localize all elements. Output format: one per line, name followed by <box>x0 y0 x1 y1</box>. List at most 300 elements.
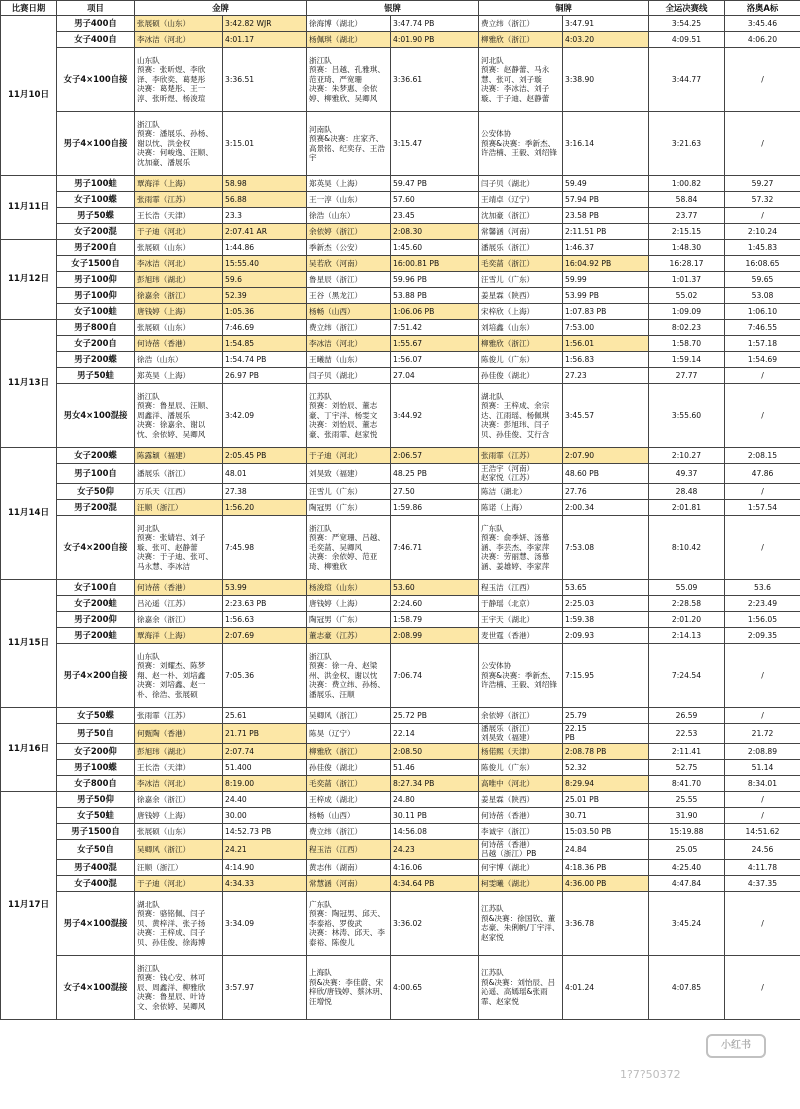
olympic-a-cell: 1:45.83 <box>725 240 800 256</box>
olympic-a-cell: / <box>725 515 800 579</box>
final-line-cell: 25.55 <box>649 791 725 807</box>
table-row <box>1 775 800 791</box>
silver-time: 7:51.42 <box>391 320 479 336</box>
gold-winner: 覃海洋（上海） <box>135 627 223 643</box>
bronze-winner: 余依婷（浙江） <box>479 707 563 723</box>
gold-time: 25.61 <box>223 707 307 723</box>
event-cell: 男子50蛙 <box>57 368 135 384</box>
silver-winner: 费立纬（浙江） <box>307 823 391 839</box>
bronze-winner: 江苏队 预&决赛：刘怡辰、吕沁遥、高嫣瑶&张雨霏、赵家悦 <box>479 955 563 1019</box>
event-cell: 男子50自 <box>57 723 135 743</box>
silver-winner: 杨畅（山西） <box>307 807 391 823</box>
gold-time: 59.6 <box>223 272 307 288</box>
bronze-time: 2:08.78 PB <box>563 743 649 759</box>
bronze-time: 4:01.24 <box>563 955 649 1019</box>
silver-time: 27.50 <box>391 483 479 499</box>
bronze-winner: 公安体协 预赛&决赛：季新杰、许浩楠、王毅、刘绍锋 <box>479 112 563 176</box>
gold-time: 23.3 <box>223 208 307 224</box>
silver-time: 2:08.30 <box>391 224 479 240</box>
silver-time: 48.25 PB <box>391 464 479 484</box>
final-line-cell: 3:54.25 <box>649 16 725 32</box>
gold-winner: 郑英昊（上海） <box>135 368 223 384</box>
bronze-winner: 姜星霖（陕西） <box>479 288 563 304</box>
olympic-a-cell: / <box>725 368 800 384</box>
silver-winner: 刘昊致（福建） <box>307 464 391 484</box>
table-row <box>1 955 800 1019</box>
bronze-time: 1:46.37 <box>563 240 649 256</box>
bronze-winner: 何诗蓓（香港） 吕越（浙江）PB <box>479 839 563 859</box>
event-cell: 女子4×200自接 <box>57 515 135 579</box>
olympic-a-cell: 1:56.05 <box>725 611 800 627</box>
silver-winner: 黄志伟（湖南） <box>307 859 391 875</box>
gold-winner: 汪顺（浙江） <box>135 859 223 875</box>
silver-winner: 河南队 预赛&决赛：庄家齐、高景铭、纪奕存、王浩宇 <box>307 112 391 176</box>
olympic-a-cell: 1:54.69 <box>725 352 800 368</box>
bronze-time: 4:03.20 <box>563 32 649 48</box>
table-row <box>1 579 800 595</box>
olympic-a-cell: / <box>725 48 800 112</box>
final-line-cell: 22.53 <box>649 723 725 743</box>
bronze-winner: 何宇博（湖北） <box>479 859 563 875</box>
gold-winner: 吕沁遥（江苏） <box>135 595 223 611</box>
event-cell: 女子50蛙 <box>57 807 135 823</box>
table-row <box>1 48 800 112</box>
bronze-time: 22.15 PB <box>563 723 649 743</box>
gold-winner: 张展硕（山东） <box>135 240 223 256</box>
olympic-a-cell: 3:45.46 <box>725 16 800 32</box>
gold-winner: 李冰洁（河北） <box>135 256 223 272</box>
event-cell: 男子4×100自接 <box>57 112 135 176</box>
olympic-a-cell: / <box>725 955 800 1019</box>
bronze-time: 1:56.83 <box>563 352 649 368</box>
olympic-a-cell: 4:37.35 <box>725 875 800 891</box>
final-line-cell: 49.37 <box>649 464 725 484</box>
bronze-winner: 柯雯曦（湖北） <box>479 875 563 891</box>
bronze-winner: 高唯中（河北） <box>479 775 563 791</box>
bronze-winner: 陈诺（上海） <box>479 499 563 515</box>
silver-winner: 徐海博（湖北） <box>307 16 391 32</box>
silver-winner: 浙江队 预赛：徐一舟、赵梁州、洪金权、谢以忱 决赛：费立纬、孙杨、潘展乐、汪顺 <box>307 643 391 707</box>
gold-winner: 李冰洁（河北） <box>135 775 223 791</box>
silver-winner: 陈昊（辽宁） <box>307 723 391 743</box>
table-row <box>1 320 800 336</box>
bronze-winner: 姜星霖（陕西） <box>479 791 563 807</box>
final-line-cell: 4:47.84 <box>649 875 725 891</box>
silver-winner: 浙江队 预赛：严宽珊、吕越、毛奕菡、吴卿风 决赛：余依婷、范亚琦、柳雅欣 <box>307 515 391 579</box>
gold-time: 3:57.97 <box>223 955 307 1019</box>
final-line-cell: 31.90 <box>649 807 725 823</box>
final-line-cell: 25.05 <box>649 839 725 859</box>
col-date: 比赛日期 <box>1 1 57 16</box>
gold-time: 24.21 <box>223 839 307 859</box>
event-cell: 女子800自 <box>57 775 135 791</box>
final-line-cell: 58.84 <box>649 192 725 208</box>
bronze-winner: 孙佳俊（湖北） <box>479 368 563 384</box>
event-cell: 女子200混 <box>57 224 135 240</box>
event-cell: 女子200蝶 <box>57 448 135 464</box>
bronze-time: 3:16.14 <box>563 112 649 176</box>
table-row <box>1 352 800 368</box>
table-row <box>1 32 800 48</box>
bronze-winner: 杨偌熙（天津） <box>479 743 563 759</box>
olympic-a-cell: 57.32 <box>725 192 800 208</box>
event-cell: 女子200自 <box>57 336 135 352</box>
olympic-a-cell: 4:11.78 <box>725 859 800 875</box>
table-row <box>1 499 800 515</box>
gold-winner: 徐浩（山东） <box>135 352 223 368</box>
event-cell: 女子4×100自接 <box>57 48 135 112</box>
table-row <box>1 16 800 32</box>
col-bronze: 铜牌 <box>479 1 649 16</box>
silver-winner: 孙佳俊（湖北） <box>307 759 391 775</box>
bronze-time: 2:09.93 <box>563 627 649 643</box>
silver-time: 51.46 <box>391 759 479 775</box>
gold-time: 15:55.40 <box>223 256 307 272</box>
olympic-a-cell: / <box>725 112 800 176</box>
table-row <box>1 875 800 891</box>
event-cell: 女子4×100混接 <box>57 955 135 1019</box>
gold-winner: 何诗蓓（香港） <box>135 579 223 595</box>
silver-time: 2:08.50 <box>391 743 479 759</box>
table-row <box>1 807 800 823</box>
bronze-time: 53.65 <box>563 579 649 595</box>
silver-time: 22.14 <box>391 723 479 743</box>
bronze-winner: 柳雅欣（浙江） <box>479 336 563 352</box>
event-cell: 男子200蝶 <box>57 352 135 368</box>
olympic-a-cell: 53.6 <box>725 579 800 595</box>
bronze-winner: 王宇天（湖北） <box>479 611 563 627</box>
silver-winner: 费立纬（浙江） <box>307 320 391 336</box>
bronze-winner: 汪雪儿（广东） <box>479 272 563 288</box>
gold-winner: 陈露颖（福建） <box>135 448 223 464</box>
bronze-time: 27.23 <box>563 368 649 384</box>
olympic-a-cell: 2:23.49 <box>725 595 800 611</box>
header-row <box>1 1 800 16</box>
bronze-time: 59.49 <box>563 176 649 192</box>
event-cell: 女子100蝶 <box>57 192 135 208</box>
silver-winner: 季新杰（公安） <box>307 240 391 256</box>
event-cell: 男子100自 <box>57 464 135 484</box>
results-body <box>1 16 800 1020</box>
table-row <box>1 859 800 875</box>
final-line-cell: 2:01.81 <box>649 499 725 515</box>
gold-time: 52.39 <box>223 288 307 304</box>
table-row <box>1 336 800 352</box>
gold-time: 1:54.74 PB <box>223 352 307 368</box>
bronze-winner: 陈洁（湖北） <box>479 483 563 499</box>
event-cell: 女子400混 <box>57 875 135 891</box>
final-line-cell: 2:11.41 <box>649 743 725 759</box>
gold-winner: 张展硕（山东） <box>135 320 223 336</box>
olympic-a-cell: 2:09.35 <box>725 627 800 643</box>
col-olympic-a: 洛奥A标 <box>725 1 800 16</box>
silver-time: 59.96 PB <box>391 272 479 288</box>
silver-time: 2:06.57 <box>391 448 479 464</box>
table-row <box>1 595 800 611</box>
bronze-time: 52.32 <box>563 759 649 775</box>
gold-winner: 唐钱婷（上海） <box>135 807 223 823</box>
final-line-cell: 26.59 <box>649 707 725 723</box>
olympic-a-cell: 1:57.54 <box>725 499 800 515</box>
olympic-a-cell: 2:08.15 <box>725 448 800 464</box>
final-line-cell: 8:02.23 <box>649 320 725 336</box>
col-silver: 银牌 <box>307 1 479 16</box>
silver-time: 1:56.07 <box>391 352 479 368</box>
event-cell: 男子100蛙 <box>57 176 135 192</box>
silver-time: 2:24.60 <box>391 595 479 611</box>
silver-time: 3:36.61 <box>391 48 479 112</box>
gold-winner: 万乐天（江西） <box>135 483 223 499</box>
bronze-winner: 李诚宇（浙江） <box>479 823 563 839</box>
bronze-winner: 河北队 预赛：赵静蕾、马永慧、张可、刘子璇 决赛：李冰洁、刘子璇、于子迪、赵静蕾 <box>479 48 563 112</box>
event-cell: 女子200蛙 <box>57 595 135 611</box>
silver-time: 4:00.65 <box>391 955 479 1019</box>
bronze-time: 8:29.94 <box>563 775 649 791</box>
event-cell: 男子100蝶 <box>57 759 135 775</box>
final-line-cell: 8:10.42 <box>649 515 725 579</box>
gold-time: 27.38 <box>223 483 307 499</box>
silver-winner: 王一淳（山东） <box>307 192 391 208</box>
gold-time: 1:54.85 <box>223 336 307 352</box>
silver-time: 24.23 <box>391 839 479 859</box>
event-cell: 男子800自 <box>57 320 135 336</box>
silver-time: 3:44.92 <box>391 384 479 448</box>
gold-winner: 徐嘉余（浙江） <box>135 791 223 807</box>
silver-time: 7:06.74 <box>391 643 479 707</box>
gold-time: 2:07.69 <box>223 627 307 643</box>
silver-time: 4:16.06 <box>391 859 479 875</box>
bronze-winner: 常馨涵（河南） <box>479 224 563 240</box>
gold-time: 56.88 <box>223 192 307 208</box>
gold-winner: 徐嘉余（浙江） <box>135 288 223 304</box>
silver-winner: 王梓成（湖北） <box>307 791 391 807</box>
final-line-cell: 2:10.27 <box>649 448 725 464</box>
gold-time: 2:23.63 PB <box>223 595 307 611</box>
bronze-time: 7:15.95 <box>563 643 649 707</box>
gold-winner: 浙江队 预赛：潘展乐、孙杨、谢以忱、洪金权 决赛：何峻逸、汪顺、沈加豪、潘展乐 <box>135 112 223 176</box>
gold-winner: 王长浩（天津） <box>135 208 223 224</box>
final-line-cell: 3:44.77 <box>649 48 725 112</box>
silver-time: 30.11 PB <box>391 807 479 823</box>
gold-time: 4:14.90 <box>223 859 307 875</box>
bronze-winner: 张雨霏（江苏） <box>479 448 563 464</box>
bronze-winner: 湖北队 预赛：王梓成、余宗达、江雨瑶、杨佩琪 决赛：彭旭玮、闫子贝、孙佳俊、艾行含 <box>479 384 563 448</box>
gold-winner: 唐钱婷（上海） <box>135 304 223 320</box>
silver-winner: 杨畅（山西） <box>307 304 391 320</box>
silver-time: 3:15.47 <box>391 112 479 176</box>
bronze-time: 16:04.92 PB <box>563 256 649 272</box>
bronze-time: 7:53.00 <box>563 320 649 336</box>
olympic-a-cell: 1:57.18 <box>725 336 800 352</box>
gold-winner: 张展硕（山东） <box>135 16 223 32</box>
table-row <box>1 743 800 759</box>
event-cell: 男女4×100混接 <box>57 384 135 448</box>
bronze-time: 57.94 PB <box>563 192 649 208</box>
silver-time: 25.72 PB <box>391 707 479 723</box>
bronze-winner: 程玉洁（江西） <box>479 579 563 595</box>
bronze-winner: 麦世霆（香港） <box>479 627 563 643</box>
bronze-time: 1:07.83 PB <box>563 304 649 320</box>
bronze-time: 3:45.57 <box>563 384 649 448</box>
gold-time: 26.97 PB <box>223 368 307 384</box>
final-line-cell: 2:15.15 <box>649 224 725 240</box>
bronze-winner: 刘培鑫（山东） <box>479 320 563 336</box>
event-cell: 女子1500自 <box>57 256 135 272</box>
olympic-a-cell: 24.56 <box>725 839 800 859</box>
bronze-time: 53.99 PB <box>563 288 649 304</box>
olympic-a-cell: / <box>725 384 800 448</box>
gold-time: 58.98 <box>223 176 307 192</box>
bronze-time: 48.60 PB <box>563 464 649 484</box>
olympic-a-cell: 2:10.24 <box>725 224 800 240</box>
table-row <box>1 208 800 224</box>
silver-winner: 广东队 预赛：陶冠男、邱天、李泰裕、罗俊武 决赛：林涛、邱天、李泰裕、陈俊儿 <box>307 891 391 955</box>
final-line-cell: 1:59.14 <box>649 352 725 368</box>
final-line-cell: 3:55.60 <box>649 384 725 448</box>
table-row <box>1 723 800 743</box>
table-row <box>1 464 800 484</box>
silver-winner: 吴若欣（河南） <box>307 256 391 272</box>
col-final-line: 全运决赛线 <box>649 1 725 16</box>
silver-time: 1:06.06 PB <box>391 304 479 320</box>
table-row <box>1 272 800 288</box>
gold-winner: 浙江队 预赛：鲁星辰、汪顺、周鑫洋、潘展乐 决赛：徐嘉余、谢以忱、余依婷、吴卿风 <box>135 384 223 448</box>
bronze-winner: 陈俊儿（广东） <box>479 352 563 368</box>
gold-time: 1:56.20 <box>223 499 307 515</box>
silver-time: 1:58.79 <box>391 611 479 627</box>
final-line-cell: 28.48 <box>649 483 725 499</box>
olympic-a-cell: / <box>725 891 800 955</box>
event-cell: 女子50蝶 <box>57 707 135 723</box>
olympic-a-cell: 21.72 <box>725 723 800 743</box>
gold-winner: 河北队 预赛：张婧岩、刘子璇、张可、赵静蕾 决赛：于子迪、张可、马永慧、李冰洁 <box>135 515 223 579</box>
silver-winner: 柳雅欣（浙江） <box>307 743 391 759</box>
date-cell: 11月12日 <box>1 240 57 320</box>
gold-time: 21.71 PB <box>223 723 307 743</box>
event-cell: 男子50蝶 <box>57 208 135 224</box>
silver-winner: 程玉洁（江西） <box>307 839 391 859</box>
gold-winner: 王长浩（天津） <box>135 759 223 775</box>
table-row <box>1 515 800 579</box>
bronze-time: 2:07.90 <box>563 448 649 464</box>
silver-winner: 陶冠男（广东） <box>307 611 391 627</box>
olympic-a-cell: / <box>725 208 800 224</box>
bronze-time: 27.76 <box>563 483 649 499</box>
event-cell: 男子200混 <box>57 499 135 515</box>
olympic-a-cell: 47.86 <box>725 464 800 484</box>
table-row <box>1 304 800 320</box>
gold-time: 4:34.33 <box>223 875 307 891</box>
watermark-badge: 小红书 <box>706 1034 766 1058</box>
table-row <box>1 823 800 839</box>
bronze-time: 7:53.08 <box>563 515 649 579</box>
gold-time: 8:19.00 <box>223 775 307 791</box>
silver-time: 3:36.02 <box>391 891 479 955</box>
bronze-time: 30.71 <box>563 807 649 823</box>
gold-winner: 徐嘉余（浙江） <box>135 611 223 627</box>
final-line-cell: 4:09.51 <box>649 32 725 48</box>
silver-time: 24.80 <box>391 791 479 807</box>
gold-time: 1:44.86 <box>223 240 307 256</box>
final-line-cell: 2:28.58 <box>649 595 725 611</box>
final-line-cell: 55.02 <box>649 288 725 304</box>
final-line-cell: 2:14.13 <box>649 627 725 643</box>
gold-time: 7:45.98 <box>223 515 307 579</box>
silver-time: 14:56.08 <box>391 823 479 839</box>
gold-winner: 于子迪（河北） <box>135 875 223 891</box>
gold-time: 24.40 <box>223 791 307 807</box>
date-cell: 11月15日 <box>1 579 57 707</box>
gold-time: 30.00 <box>223 807 307 823</box>
gold-time: 2:07.41 AR <box>223 224 307 240</box>
final-line-cell: 15:19.88 <box>649 823 725 839</box>
bronze-time: 25.79 <box>563 707 649 723</box>
gold-winner: 张雨霏（江苏） <box>135 707 223 723</box>
gold-time: 51.400 <box>223 759 307 775</box>
gold-winner: 彭旭玮（湖北） <box>135 743 223 759</box>
table-row <box>1 759 800 775</box>
bronze-time: 3:47.91 <box>563 16 649 32</box>
bronze-time: 2:11.51 PB <box>563 224 649 240</box>
final-line-cell: 3:21.63 <box>649 112 725 176</box>
final-line-cell: 2:01.20 <box>649 611 725 627</box>
gold-time: 7:46.69 <box>223 320 307 336</box>
silver-winner: 杨佩琪（湖北） <box>307 32 391 48</box>
bronze-time: 4:18.36 PB <box>563 859 649 875</box>
bronze-time: 2:25.03 <box>563 595 649 611</box>
bronze-winner: 何诗蓓（香港） <box>479 807 563 823</box>
olympic-a-cell: 59.27 <box>725 176 800 192</box>
silver-time: 4:01.90 PB <box>391 32 479 48</box>
date-cell: 11月17日 <box>1 791 57 1019</box>
olympic-a-cell: 16:08.65 <box>725 256 800 272</box>
gold-winner: 何甄陶（香港） <box>135 723 223 743</box>
gold-winner: 山东队 预赛：张昕煜、李欣泽、李欣奕、葛楚彤 决赛：葛楚彤、王一淳、张昕煜、杨浚瑄 <box>135 48 223 112</box>
silver-winner: 李冰洁（河北） <box>307 336 391 352</box>
bronze-winner: 公安体协 预赛&决赛：季新杰、许浩楠、王毅、刘绍锋 <box>479 643 563 707</box>
silver-winner: 鲁星辰（浙江） <box>307 272 391 288</box>
bronze-time: 1:56.01 <box>563 336 649 352</box>
table-row <box>1 891 800 955</box>
col-gold: 金牌 <box>135 1 307 16</box>
table-row <box>1 384 800 448</box>
olympic-a-cell: 59.65 <box>725 272 800 288</box>
bronze-winner: 潘展乐（浙江） <box>479 240 563 256</box>
date-cell: 11月10日 <box>1 16 57 176</box>
table-row <box>1 112 800 176</box>
gold-winner: 李冰洁（河北） <box>135 32 223 48</box>
bronze-time: 3:36.78 <box>563 891 649 955</box>
silver-time: 1:55.67 <box>391 336 479 352</box>
table-row <box>1 483 800 499</box>
event-cell: 男子400自 <box>57 16 135 32</box>
silver-winner: 江苏队 预赛：刘怡辰、董志豪、丁宇洋、杨雯文 决赛：刘怡辰、董志豪、张雨霏、赵家悦 <box>307 384 391 448</box>
silver-time: 16:00.81 PB <box>391 256 479 272</box>
final-line-cell: 27.77 <box>649 368 725 384</box>
silver-winner: 王谷（黑龙江） <box>307 288 391 304</box>
gold-time: 3:42.82 WJR <box>223 16 307 32</box>
gold-time: 3:34.09 <box>223 891 307 955</box>
bronze-winner: 王靖卓（辽宁） <box>479 192 563 208</box>
gold-time: 3:42.09 <box>223 384 307 448</box>
bronze-winner: 广东队 预赛：俞季妍、汤慕涵、李芸杰、李家萍 决赛：劳丽慧、汤慕涵、姜雄婷、李家萍 <box>479 515 563 579</box>
table-row <box>1 288 800 304</box>
gold-time: 53.99 <box>223 579 307 595</box>
gold-time: 3:15.01 <box>223 112 307 176</box>
olympic-a-cell: 1:06.10 <box>725 304 800 320</box>
gold-winner: 张展硕（山东） <box>135 823 223 839</box>
olympic-a-cell: 8:34.01 <box>725 775 800 791</box>
